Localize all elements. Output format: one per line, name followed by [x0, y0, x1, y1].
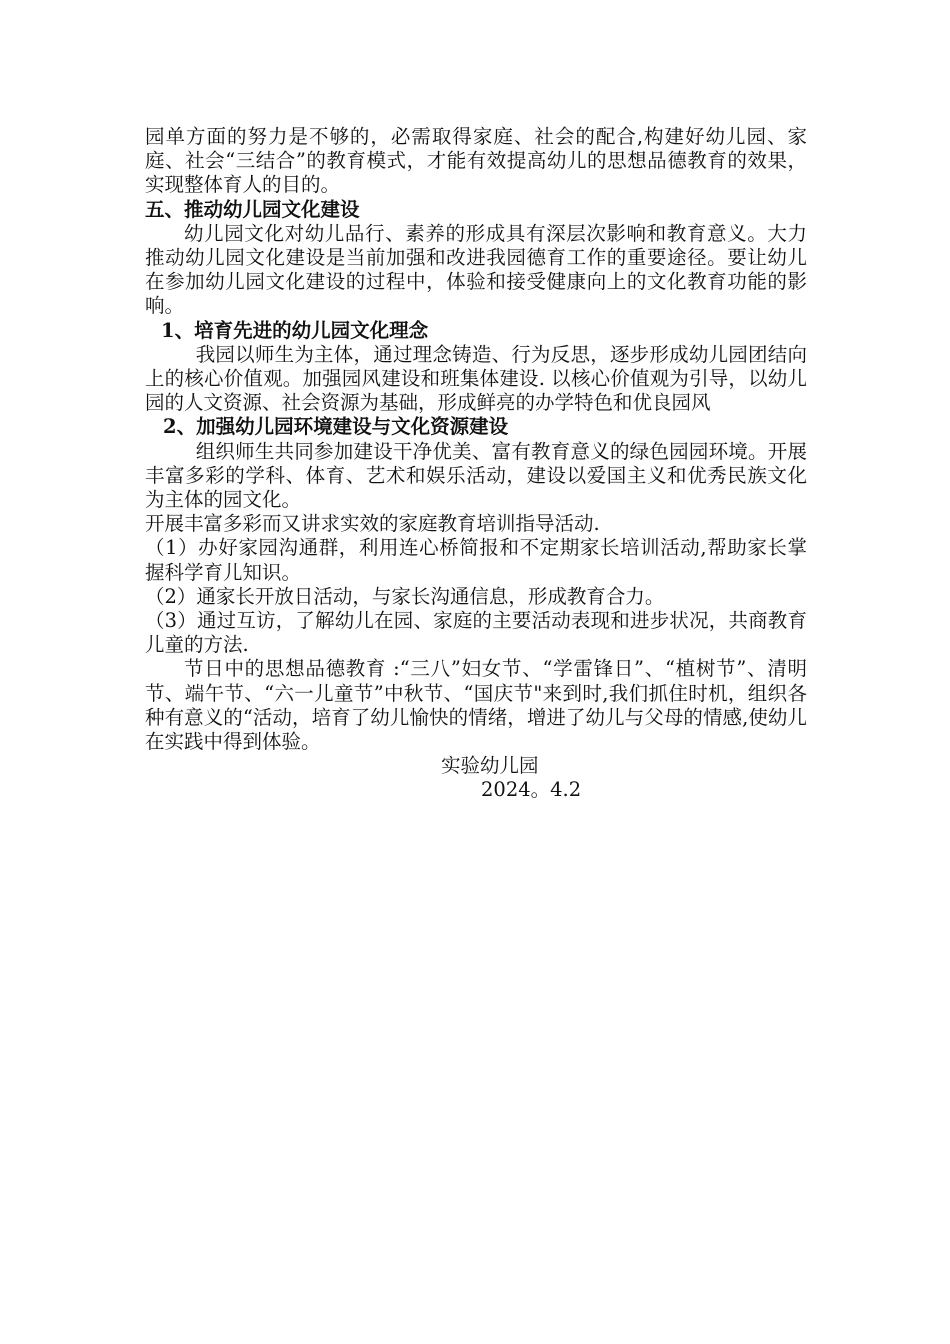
subsection-2-paragraph: 组织师生共同参加建设干净优美、富有教育意义的绿色园园环境。开展丰富多彩的学科、体育、艺术和娱乐活动，建设以爱国主义和优秀民族文化为主体的园文化。 — [145, 439, 807, 512]
paragraph-continuation: 园单方面的努力是不够的，必需取得家庭、社会的配合,构建好幼儿园、家庭、社会“三结合”的教育模式，才能有效提高幼儿的思想品德教育的效果，实现整体育人的目的。 — [145, 125, 807, 197]
subsection-1-heading: 1、培育先进的幼儿园文化理念 — [161, 318, 429, 342]
list-item-3: （3）通过互访，了解幼儿在园、家庭的主要活动表现和进步状况，共商教育儿童的方法. — [145, 609, 807, 657]
subsection-1-paragraph: 我园以师生为主体，通过理念铸造、行为反思，逐步形成幼儿园团结向上的核心价值观。加强园风建设和班集体建设. 以核心价值观为引导，以幼儿园的人文资源、社会资源为基础，形成鲜亮的办学特色和优良园风 — [145, 342, 807, 415]
list-item-2: （2）通家长开放日活动，与家长沟通信息，形成教育合力。 — [145, 584, 665, 608]
section-5-paragraph: 幼儿园文化对幼儿品行、素养的形成具有深层次影响和教育意义。大力推动幼儿园文化建设是当前加强和改进我园德育工作的重要途径。要让幼儿在参加幼儿园文化建设的过程中，体验和接受健康向上的文化教育功能的影响。 — [145, 221, 807, 318]
signature: 实验幼儿园 — [441, 754, 539, 778]
document-date: 2024。4.2 — [481, 778, 582, 802]
family-education-intro: 开展丰富多彩而又讲求实效的家庭教育培训指导活动. — [145, 512, 600, 536]
holiday-paragraph: 节日中的思想品德教育 :“三八”妇女节、“学雷锋日”、“植树节”、清明节、端午节、“六一儿童节”中秋节、“国庆节"来到时,我们抓住时机，组织各种有意义的“活动，培育了幼儿愉快的情绪，增进了幼儿与父母的情感,使幼儿在实践中得到体验。 — [145, 657, 807, 754]
document-page — [145, 125, 807, 803]
subsection-2-heading: 2、加强幼儿园环境建设与文化资源建设 — [163, 415, 509, 439]
section-5-heading: 五、推动幼儿园文化建设 — [145, 197, 360, 221]
list-item-1: （1）办好家园沟通群，利用连心桥简报和不定期家长培训活动,帮助家长掌握科学育儿知识。 — [145, 536, 807, 584]
